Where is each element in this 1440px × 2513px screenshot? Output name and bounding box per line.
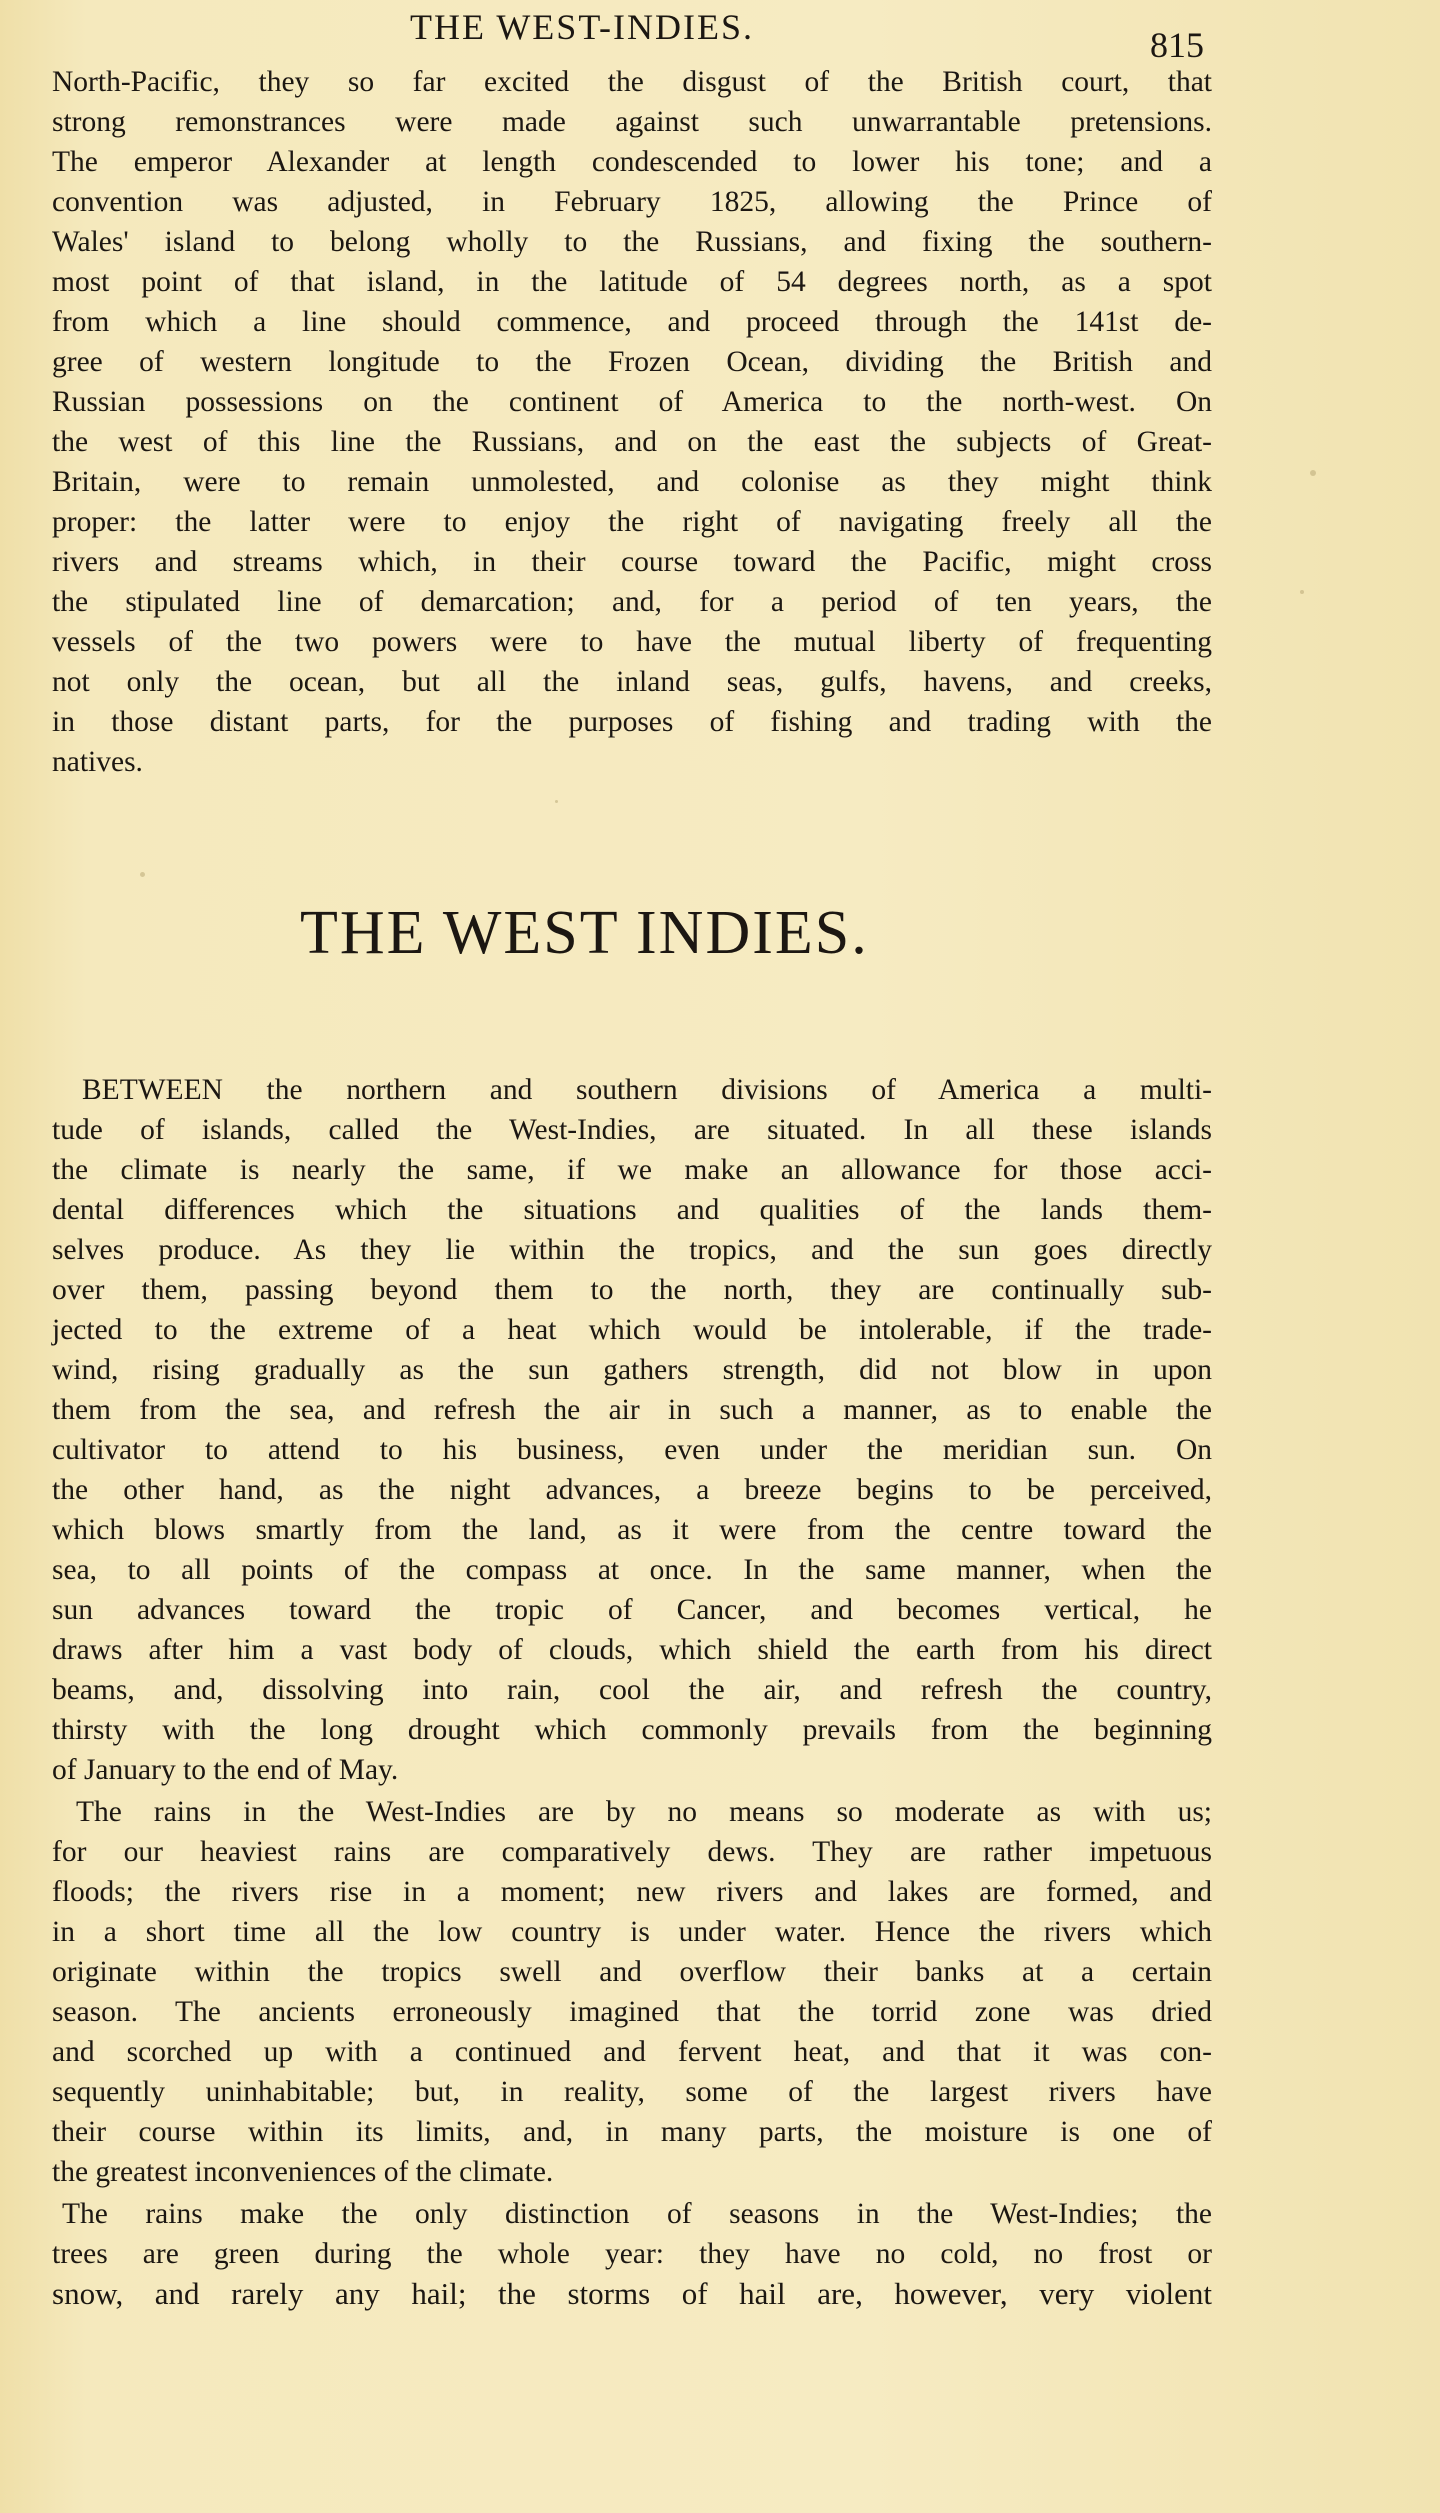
text-line: them from the sea, and refresh the air in such a manner, as to enable the [52, 1394, 1212, 1426]
paper-speck [555, 800, 558, 803]
text-line: draws after him a vast body of clouds, which shield the earth from his direct [52, 1634, 1212, 1666]
section-heading: THE WEST INDIES. [300, 899, 869, 967]
text-line: the stipulated line of demarcation; and, for a period of ten years, the [52, 586, 1212, 618]
text-line: trees are green during the whole year: they have no cold, no frost or [52, 2238, 1212, 2270]
text-line: thirsty with the long drought which commonly prevails from the beginning [52, 1714, 1212, 1746]
text-line: vessels of the two powers were to have the mutual liberty of frequenting [52, 626, 1212, 658]
text-line: sequently uninhabitable; but, in reality, some of the largest rivers have [52, 2076, 1212, 2108]
text-line: tude of islands, called the West-Indies, are situated. In all these islands [52, 1114, 1212, 1146]
text-line: over them, passing beyond them to the north, they are continually sub- [52, 1274, 1212, 1306]
text-line: beams, and, dissolving into rain, cool the air, and refresh the country, [52, 1674, 1212, 1706]
text-line: The rains in the West-Indies are by no means so moderate as with us; [76, 1796, 1212, 1828]
text-line: for our heaviest rains are comparatively dews. They are rather impetuous [52, 1836, 1212, 1868]
text-line: not only the ocean, but all the inland seas, gulfs, havens, and creeks, [52, 666, 1212, 698]
page-number: 815 [1150, 25, 1204, 65]
text-line: the climate is nearly the same, if we make an allowance for those acci- [52, 1154, 1212, 1186]
text-line: sea, to all points of the compass at once. In the same manner, when the [52, 1554, 1212, 1586]
text-line: Britain, were to remain unmolested, and colonise as they might think [52, 466, 1212, 498]
text-line: dental differences which the situations and qualities of the lands them- [52, 1194, 1212, 1226]
text-line: gree of western longitude to the Frozen Ocean, dividing the British and [52, 346, 1212, 378]
text-line: convention was adjusted, in February 1825, allowing the Prince of [52, 186, 1212, 218]
paper-speck [1310, 470, 1316, 476]
text-line: snow, and rarely any hail; the storms of hail are, however, very violent [52, 2276, 1212, 2311]
text-line: which blows smartly from the land, as it were from the centre toward the [52, 1514, 1212, 1546]
text-line: from which a line should commence, and proceed through the 141st de- [52, 306, 1212, 338]
running-title: THE WEST-INDIES. [410, 7, 754, 47]
text-line: the west of this line the Russians, and on the east the subjects of Great- [52, 426, 1212, 458]
text-line: cultivator to attend to his business, even under the meridian sun. On [52, 1434, 1212, 1466]
text-line: Wales' island to belong wholly to the Russians, and fixing the southern- [52, 226, 1212, 258]
paper-speck [1300, 590, 1304, 594]
text-line: proper: the latter were to enjoy the right of navigating freely all the [52, 506, 1212, 538]
running-head [0, 6, 1440, 65]
text-line: The rains make the only distinction of seasons in the West-Indies; the [62, 2198, 1212, 2230]
text-line: rivers and streams which, in their course toward the Pacific, might cross [52, 546, 1212, 578]
text-line: season. The ancients erroneously imagined that the torrid zone was dried [52, 1996, 1212, 2028]
text-line: sun advances toward the tropic of Cancer, and becomes vertical, he [52, 1594, 1212, 1626]
text-line: most point of that island, in the latitude of 54 degrees north, as a spot [52, 266, 1212, 298]
text-line: The emperor Alexander at length condescended to lower his tone; and a [52, 146, 1212, 178]
text-line: selves produce. As they lie within the tropics, and the sun goes directly [52, 1234, 1212, 1266]
text-line: floods; the rivers rise in a moment; new rivers and lakes are formed, and [52, 1876, 1212, 1908]
text-line: and scorched up with a continued and fervent heat, and that it was con- [52, 2036, 1212, 2068]
text-line: Russian possessions on the continent of America to the north-west. On [52, 386, 1212, 418]
text-line: in those distant parts, for the purposes of fishing and trading with the [52, 706, 1212, 738]
text-line: North-Pacific, they so far excited the disgust of the British court, that [52, 66, 1212, 98]
text-line: their course within its limits, and, in many parts, the moisture is one of [52, 2116, 1212, 2148]
paper-speck [140, 872, 145, 877]
text-line: the other hand, as the night advances, a breeze begins to be perceived, [52, 1474, 1212, 1506]
text-line: originate within the tropics swell and overflow their banks at a certain [52, 1956, 1212, 1988]
text-line: wind, rising gradually as the sun gathers strength, did not blow in upon [52, 1354, 1212, 1386]
text-line: in a short time all the low country is under water. Hence the rivers which [52, 1916, 1212, 1948]
text-line: strong remonstrances were made against such unwarrantable pretensions. [52, 106, 1212, 138]
text-line: BETWEEN the northern and southern divisions of America a multi- [82, 1074, 1212, 1106]
text-line: jected to the extreme of a heat which would be intolerable, if the trade- [52, 1314, 1212, 1346]
text-line: the greatest inconveniences of the climate. [52, 2156, 554, 2188]
text-line: natives. [52, 746, 143, 778]
text-line: of January to the end of May. [52, 1754, 399, 1786]
